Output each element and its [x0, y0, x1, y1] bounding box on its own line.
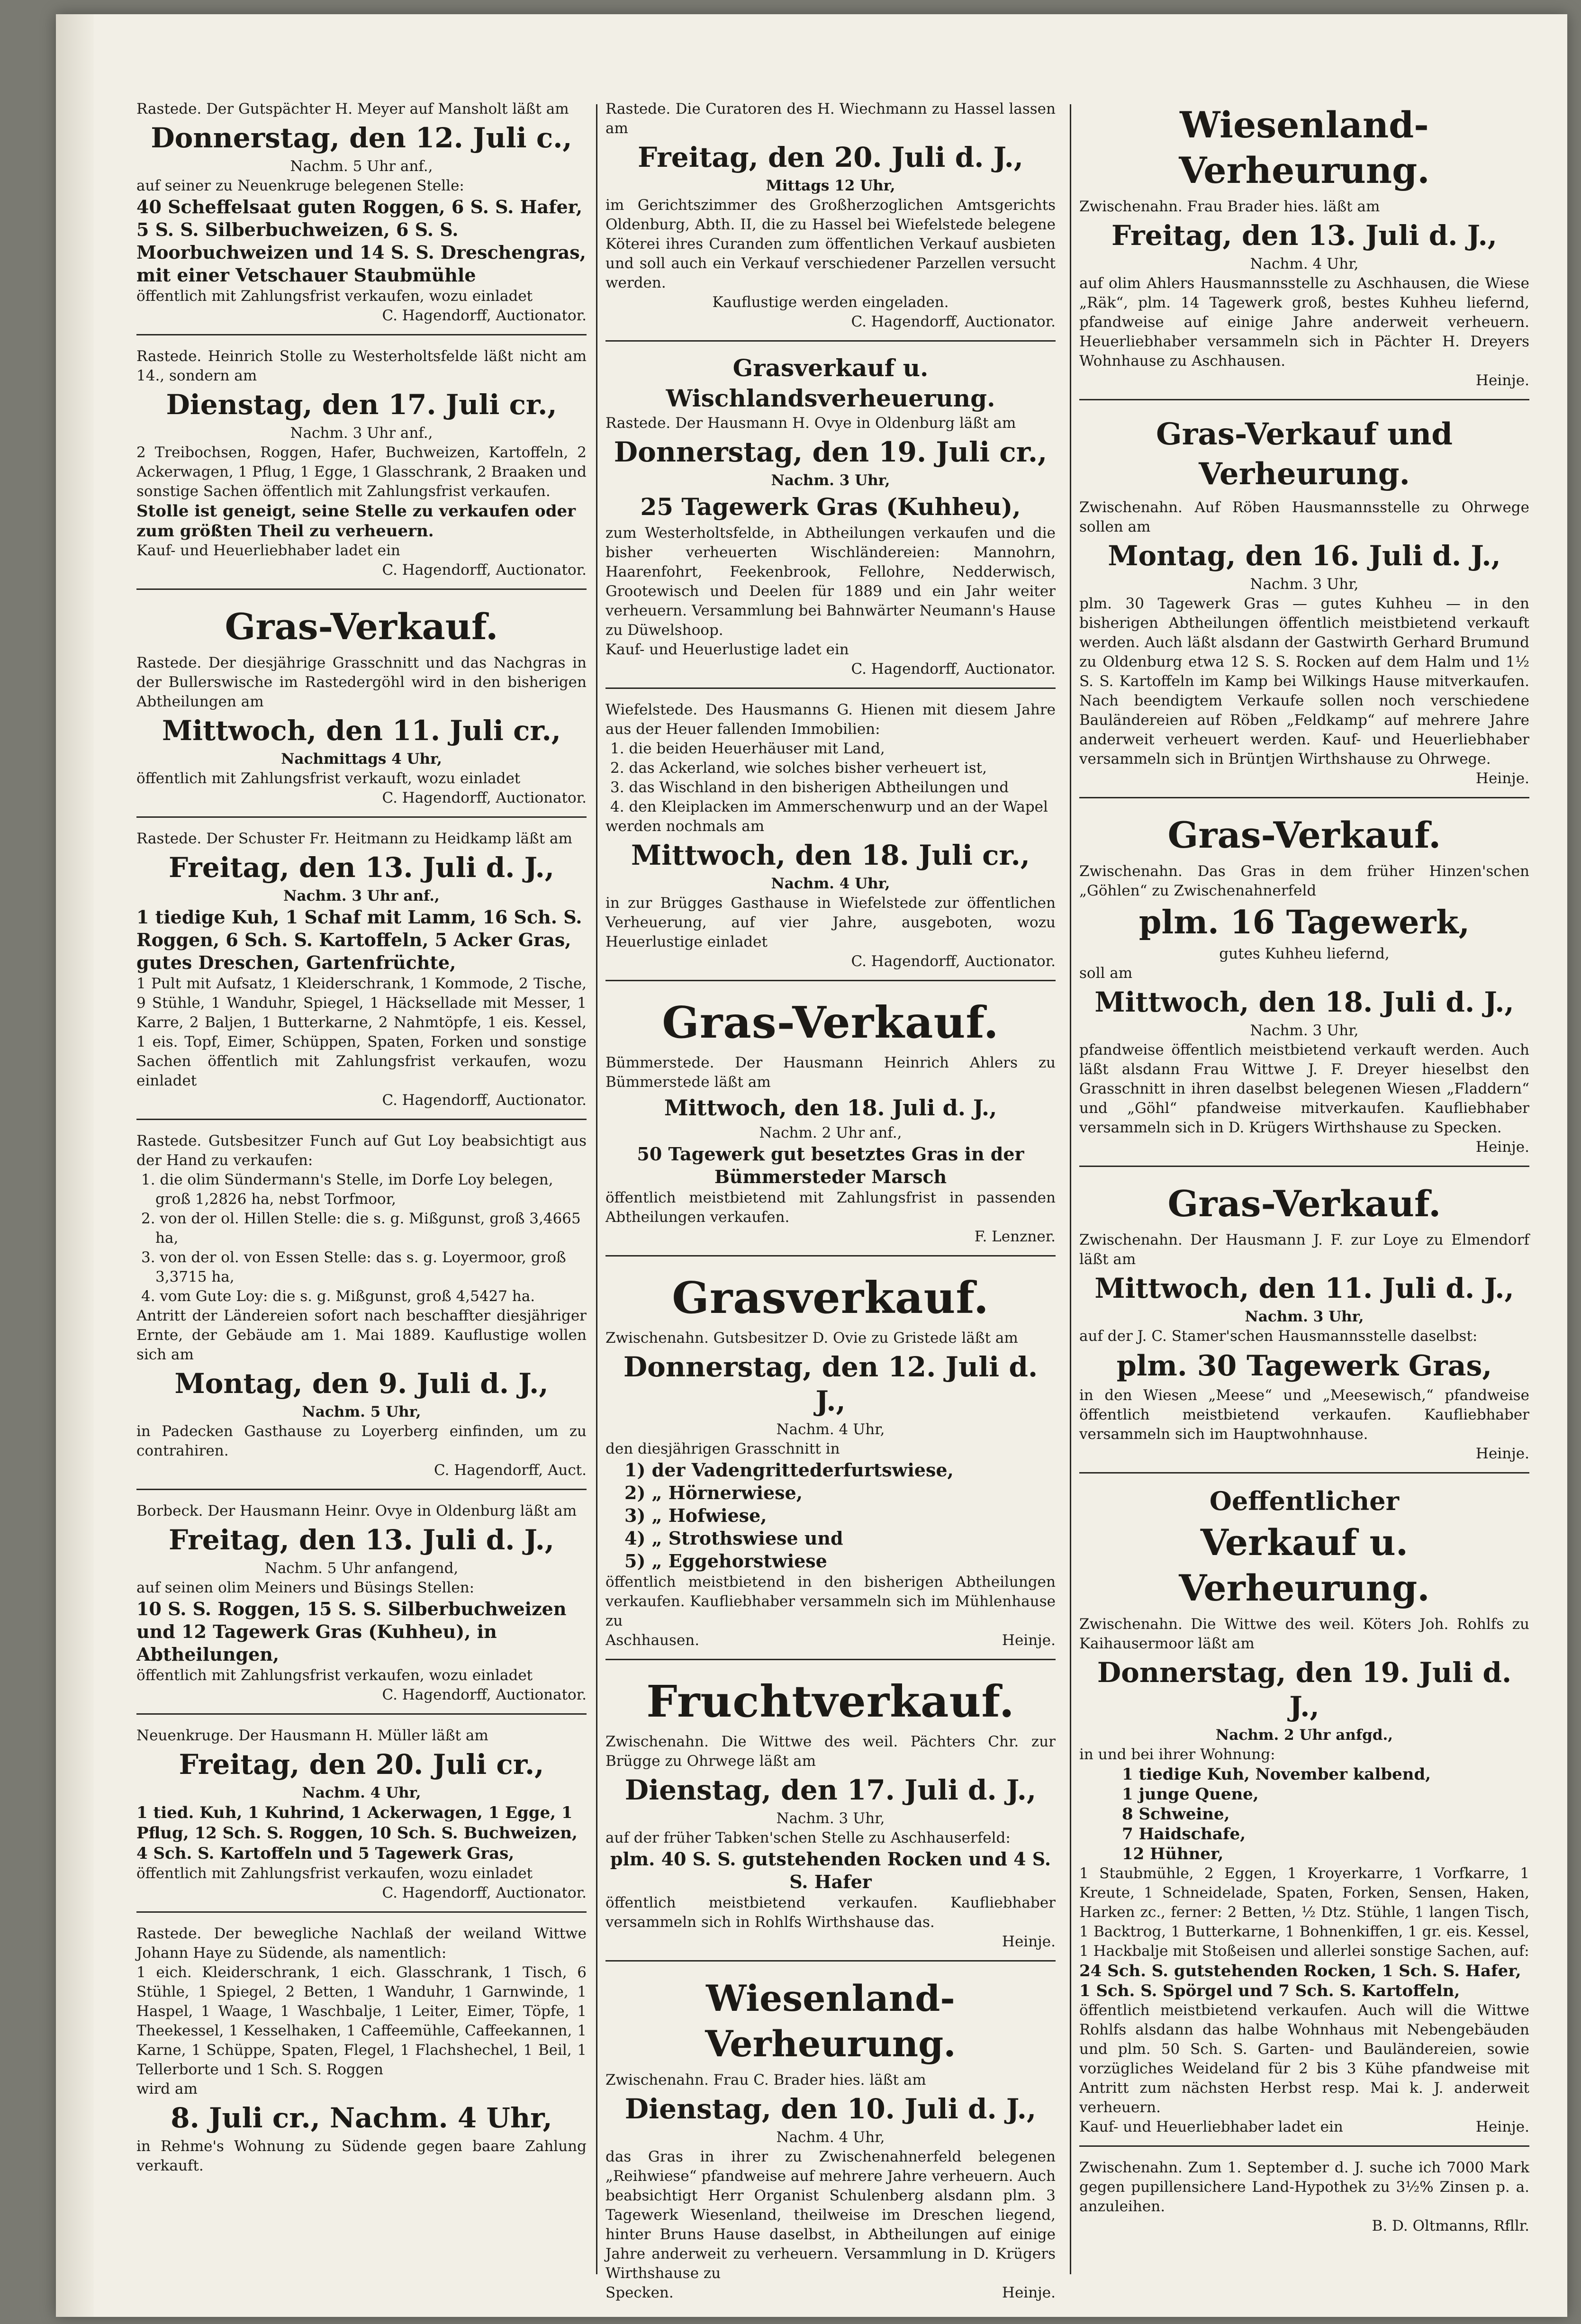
ad-heading: Wiesenland-Verheurung. [1179, 104, 1430, 191]
ad-date: Donnerstag, den 19. Juli cr., [614, 436, 1048, 468]
ad-time: Nachm. 3 Uhr anf., [283, 887, 440, 904]
ad-tail: öffentlich meistbietend verkaufen. Auch will die Wittwe Rohlfs alsdann das halbe Wohnhaus mit Nebengebäuden und plm. 50 Sch. S. Garten- und Bauländereien, sowie vorzügliches Weideland für 2 bis 3 Kühe pfandweise mit Antritt zum nächsten Herbst resp. Mai k. J. anderweit verheuern. [1079, 2002, 1529, 2116]
column-left [136, 95, 587, 2191]
ad-time: Nachmittags 4 Uhr, [281, 751, 442, 768]
ad-goods: 24 Sch. S. gutstehenden Rocken, 1 Sch. S. Hafer, 1 Sch. S. Spörgel und 7 Sch. S. Kartoffeln, [1079, 1962, 1521, 2000]
ad-signature: C. Hagendorff, Auctionator. [382, 1686, 587, 1703]
column-rule-1 [596, 104, 597, 2274]
ad-goods: 25 Tagewerk Gras (Kuhheu), [640, 493, 1021, 521]
ad-funch-gut-loy [136, 1127, 587, 1490]
ad-date: Montag, den 16. Juli d. J., [1108, 540, 1501, 572]
list-item: 2. von der ol. Hillen Stelle: die s. g. Mißgunst, groß 3,4665 ha, [141, 1210, 581, 1247]
ad-haye-suedende [136, 1919, 587, 2184]
list-item: 12 Hühner, [1122, 1845, 1224, 1863]
list-item: 4. vom Gute Loy: die s. g. Mißgunst, groß 4,5427 ha. [141, 1288, 535, 1305]
ad-heading-2: Verkauf u. Verheurung. [1179, 1521, 1430, 1609]
ad-date: Mittwoch, den 18. Juli d. J., [664, 1095, 997, 1121]
ad-date: Donnerstag, den 19. Juli d. J., [1097, 1656, 1512, 1723]
ad-time: Nachm. 3 Uhr, [1245, 1308, 1364, 1325]
ad-heading: Gras-Verkauf. [1167, 814, 1441, 856]
column-rule-2 [1070, 104, 1071, 2274]
ad-tail: in Rehme's Wohnung zu Südende gegen baare Zahlung verkauft. [136, 2138, 587, 2174]
ad-heading: Grasverkauf. [672, 1272, 989, 1323]
ad-signature: Heinje. [1475, 372, 1529, 389]
ad-lead: werden nochmals am [605, 818, 765, 835]
list-item: 2) „ Hörnerwiese, [624, 1482, 803, 1503]
ad-intro: Rastede. Der Gutspächter H. Meyer auf Mansholt läßt am [136, 100, 569, 118]
ad-heading: Fruchtverkauf. [646, 1676, 1015, 1727]
ad-invite: Kauf- und Heuerliebhaber ladet ein [1079, 2118, 1343, 2135]
ad-intro: Rastede. Der bewegliche Nachlaß der weiland Wittwe Johann Haye zu Südende, als namentlich: [136, 1925, 587, 1962]
ad-fruchtverkauf [605, 1667, 1056, 1962]
ad-date: Freitag, den 20. Juli cr., [179, 1748, 544, 1781]
ad-heitmann [136, 824, 587, 1120]
ad-wiechmann-hassel [605, 95, 1056, 342]
ad-goods: 10 S. S. Roggen, 15 S. S. Silberbuchweizen und 12 Tagewerk Gras (Kuhheu), in Abtheilungen, [136, 1598, 567, 1665]
ad-time: Nachm. 4 Uhr, [1250, 255, 1359, 272]
list-item: 1 junge Quene, [1122, 1785, 1259, 1804]
ad-goods: plm. 16 Tagewerk, [1138, 904, 1470, 941]
ad-date: Dienstag, den 17. Juli cr., [166, 389, 557, 421]
list-item: 3. von der ol. von Essen Stelle: das s. g. Loyermoor, groß 3,3715 ha, [141, 1249, 566, 1285]
ad-intro: Bümmerstede. Der Hausmann Heinrich Ahlers zu Bümmerstede läßt am [605, 1054, 1056, 1091]
ad-goods: 40 Scheffelsaat guten Roggen, 6 S. S. Hafer, 5 S. S. Silberbuchweizen, 6 S. S. Moorbuchweizen und 14 S. S. Dreschengras, mit einer Vetschauer Staubmühle [136, 196, 586, 286]
ad-gras-verkauf-goehlen [1079, 805, 1529, 1167]
ad-signature: C. Hagendorff, Auctionator. [382, 1092, 587, 1109]
ad-time: Nachm. 2 Uhr anfgd., [1215, 1727, 1393, 1744]
ad-date: Mittwoch, den 18. Juli cr., [631, 839, 1030, 871]
ad-tail: öffentlich mit Zahlungsfrist verkaufen, wozu einladet [136, 1667, 533, 1684]
ad-time: Nachm. 5 Uhr anf., [290, 158, 433, 175]
newspaper-page [56, 14, 1567, 2317]
ad-signature: Heinje. [1475, 1139, 1529, 1156]
ad-intro: Zwischenahn. Frau Brader hies. läßt am [1079, 198, 1380, 215]
ad-heading: Gras-Verkauf. [225, 606, 498, 648]
ad-signature: Heinje. [1475, 2118, 1529, 2135]
ad-intro: Zwischenahn. Gutsbesitzer D. Ovie zu Gristede läßt am [605, 1329, 1018, 1347]
ad-signature-row [1079, 2117, 1529, 2137]
ad-date: Dienstag, den 10. Juli d. J., [624, 2093, 1037, 2125]
ad-mueller-neuenkruge [136, 1721, 587, 1913]
ad-signature: Heinje. [1002, 1933, 1056, 1950]
ad-intro: Rastede. Der Schuster Fr. Heitmann zu Heidkamp läßt am [136, 830, 572, 847]
list-item: 8 Schweine, [1122, 1805, 1230, 1824]
ad-body: 2 Treibochsen, Roggen, Hafer, Buchweizen, Kartoffeln, 2 Ackerwagen, 1 Pflug, 1 Egge, 1 Glasschrank, 2 Braaken und sonstige Sachen öffentlich mit Zahlungsfrist verkaufen. [136, 444, 587, 500]
ad-signature: C. Hagendorff, Auctionator. [382, 307, 587, 324]
ad-intro: Zwischenahn. Der Hausmann J. F. zur Loye zu Elmendorf läßt am [1079, 1231, 1529, 1268]
ad-time: Nachm. 3 Uhr, [1250, 1022, 1359, 1039]
list-item: 1. die olim Sündermann's Stelle, im Dorfe Loy belegen, groß 1,2826 ha, nebst Torfmoor, [141, 1171, 553, 1208]
ad-ahlers-buemmerstede [605, 988, 1056, 1257]
ad-stolle [136, 342, 587, 590]
ad-hienen-wiefelstede [605, 696, 1056, 981]
ad-heading: Wiesenland-Verheurung. [705, 1977, 956, 2065]
ad-signature: C. Hagendorff, Auctionator. [851, 953, 1056, 970]
column-right [1079, 95, 1529, 2251]
ad-date: 8. Juli cr., Nachm. 4 Uhr, [171, 2102, 552, 2134]
ad-tail: öffentlich meistbietend mit Zahlungsfrist in passenden Abtheilungen verkaufen. [605, 1189, 1056, 1226]
ad-time: Nachm. 5 Uhr, [302, 1403, 421, 1420]
ad-tail: in Padecken Gasthause zu Loyerberg einfinden, um zu contrahiren. [136, 1423, 587, 1459]
ad-time: Nachm. 3 Uhr anf., [290, 425, 433, 442]
ad-oltmanns-hypothek [1079, 2153, 1529, 2244]
ad-ovye-borbeck [136, 1497, 587, 1715]
ad-time: Nachm. 4 Uhr, [771, 875, 890, 892]
ad-intro: Zwischenahn. Zum 1. September d. J. suche ich 7000 Mark gegen pupillensichere Land-Hypothek zu 3½% Zinsen p. a. anzuleihen. [1079, 2159, 1529, 2215]
ad-goods: plm. 30 Tagewerk Gras, [1116, 1349, 1492, 1383]
ad-date: Mittwoch, den 18. Juli d. J., [1094, 986, 1514, 1018]
column-middle [605, 95, 1056, 2318]
ad-signature: C. Hagendorff, Auctionator. [851, 313, 1056, 330]
list-item: 1 tiedige Kuh, November kalbend, [1122, 1765, 1431, 1784]
ad-body: Antritt der Ländereien sofort nach beschaffter diesjähriger Ernte, der Gebäude am 1. Mai 1889. Kauflustige wollen sich am [136, 1307, 587, 1363]
ad-time: Nachm. 4 Uhr, [776, 1421, 885, 1438]
ad-signature: C. Hagendorff, Auctionator. [382, 561, 587, 579]
ad-date: Mittwoch, den 11. Juli cr., [162, 714, 561, 747]
ad-wiesenland-raek [1079, 95, 1529, 400]
ad-tail: öffentlich mit Zahlungsfrist verkauft, wozu einladet [136, 770, 521, 787]
ad-intro: Rastede. Heinrich Stolle zu Westerholtsfelde läßt nicht am 14., sondern am [136, 348, 587, 384]
ad-time: Mittags 12 Uhr, [766, 177, 895, 194]
ad-lead: wird am [136, 2080, 198, 2098]
ad-lead: den diesjährigen Grasschnitt in [605, 1440, 840, 1457]
ad-signature: Heinje. [1475, 1445, 1529, 1462]
ad-intro: Zwischenahn. Auf Röben Hausmannsstelle zu Ohrwege sollen am [1079, 499, 1529, 535]
ad-tail: öffentlich mit Zahlungsfrist verkaufen, wozu einladet [136, 288, 533, 305]
list-item: 1) der Vadengrittederfurtswiese, [624, 1459, 954, 1481]
ad-gras-verkauf-verheurung [1079, 407, 1529, 798]
ad-heading: Gras-Verkauf und Verheurung. [1156, 416, 1453, 492]
ad-time: Nachm. 3 Uhr, [771, 472, 890, 489]
page-spine [56, 14, 94, 2317]
ad-heading: Gras-Verkauf. [662, 997, 999, 1048]
ad-intro: Wiefelstede. Des Hausmanns G. Hienen mit diesem Jahre aus der Heuer fallenden Immobilien: [605, 701, 1056, 738]
ad-intro: Borbeck. Der Hausmann Heinr. Ovye in Oldenburg läßt am [136, 1502, 577, 1519]
ad-ovie-gristede [605, 1263, 1056, 1660]
ad-grasverkauf-wischland [605, 348, 1056, 689]
list-item: 3. das Wischland in den bisherigen Abtheilungen und [610, 779, 1009, 796]
ad-signature: Heinje. [1475, 770, 1529, 787]
ad-time: Nachm. 2 Uhr anf., [759, 1124, 902, 1141]
list-item: 4) „ Strothswiese und [624, 1528, 843, 1549]
ad-intro: Zwischenahn. Das Gras in dem früher Hinzen'schen „Göhlen“ zu Zwischenahnerfeld [1079, 863, 1529, 899]
ad-tail: öffentlich meistbietend verkaufen. Kaufliebhaber versammeln sich in Rohlfs Wirthshause das. [605, 1894, 1056, 1931]
ad-intro: Neuenkruge. Der Hausmann H. Müller läßt am [136, 1727, 488, 1744]
ad-signature: Heinje. [1002, 2284, 1056, 2301]
ad-date: Freitag, den 13. Juli d. J., [1111, 219, 1497, 252]
ad-intro: Rastede. Gutsbesitzer Funch auf Gut Loy beabsichtigt aus der Hand zu verkaufen: [136, 1132, 587, 1169]
ad-signature: C. Hagendorff, Auct. [434, 1462, 587, 1479]
ad-date: Freitag, den 13. Juli d. J., [168, 1524, 554, 1556]
ad-signature-row [605, 2283, 1056, 2303]
ad-wiesenland-brader [605, 1968, 1056, 2311]
ad-signature: C. Hagendorff, Auctionator. [382, 789, 587, 806]
ad-body: öffentlich meistbietend in den bisherigen Abtheilungen verkaufen. Kaufliebhaber versammeln sich im Mühlenhause zu [605, 1573, 1056, 1629]
ad-sub: gutes Kuhheu liefernd, [1219, 945, 1390, 962]
ad-tail: öffentlich mit Zahlungsfrist verkaufen, wozu einladet [136, 1865, 533, 1882]
ad-time: Nachm. 4 Uhr, [776, 2129, 885, 2146]
ad-body: zum Westerholtsfelde, in Abtheilungen verkaufen und die bisher verheuerten Wischländereien: Mannohrn, Haarenfohrt, Feekenbrook, Fellohre, Nedderwisch, Grootewisch und Deelen für 1889 und ein Jahr weiter verheuern. Versammlung bei Bahnwärter Neumann's Hause zu Düwelshoop. [605, 524, 1056, 639]
list-item: 3) „ Hofwiese, [624, 1505, 767, 1526]
ad-intro: Rastede. Der diesjährige Grasschnitt und das Nachgras in der Bullerswische im Rastedergöhl wird in den bisherigen Abtheilungen am [136, 654, 587, 710]
ad-place: Aschhausen. [605, 1632, 700, 1649]
ad-date: Mittwoch, den 11. Juli d. J., [1094, 1272, 1514, 1304]
ad-heading: Grasverkauf u. Wischlandsverheuerung. [666, 354, 995, 412]
ad-signature: C. Hagendorff, Auctionator. [382, 1884, 587, 1901]
ad-time: Nachm. 3 Uhr, [1250, 576, 1359, 593]
ad-lead: in und bei ihrer Wohnung: [1079, 1746, 1275, 1763]
ad-body: plm. 30 Tagewerk Gras — gutes Kuhheu — in den bisherigen Abtheilungen öffentlich meistbietend verkauft werden. Auch läßt alsdann der Gastwirth Gerhard Brumund zu Oldenburg etwa 12 S. S. Rocken auf dem Halm und 1½ S. S. Kartoffeln im Kamp bei Wilkings Hause mitverkaufen. Nach beendigtem Verkaufe sollen noch verschiedene Bauländereien auf Röben „Feldkamp“ auf mehrere Jahre anderweit verheuert werden. Kauf- und Heuerliebhaber versammeln sich in Brüntjen Wirthshause zu Ohrwege. [1079, 595, 1529, 768]
ad-rohlfs-kaihausermoor [1079, 1480, 1529, 2147]
ad-zur-loye-elmendorf [1079, 1174, 1529, 1474]
ad-signature: B. D. Oltmanns, Rfllr. [1372, 2217, 1529, 2234]
list-item: 5) „ Eggehorstwiese [624, 1550, 827, 1572]
ad-signature-row [605, 1631, 1056, 1650]
list-item: 1. die beiden Heuerhäuser mit Land, [610, 740, 885, 757]
ad-goods: 50 Tagewerk gut besetztes Gras in der Bümmersteder Marsch [637, 1143, 1024, 1187]
ad-time: Nachm. 4 Uhr, [302, 1784, 421, 1801]
ad-meyer-mansholt [136, 95, 587, 335]
ad-date: Donnerstag, den 12. Juli c., [151, 122, 572, 154]
ad-body: pfandweise öffentlich meistbietend verkauft werden. Auch läßt alsdann Frau Wittwe J. F. Dreyer hieselbst den Grasschnitt in ihren daselbst belegenen Wiesen „Fladdern“ und „Göhl“ pfandweise mitverkaufen. Kaufliebhaber versammeln sich in D. Krügers Wirthshause zu Specken. [1079, 1041, 1529, 1136]
ad-date: Freitag, den 20. Juli d. J., [637, 141, 1023, 173]
ad-place: Specken. [605, 2284, 674, 2301]
ad-goods: 1 tied. Kuh, 1 Kuhrind, 1 Ackerwagen, 1 Egge, 1 Pflug, 12 Sch. S. Roggen, 10 Sch. S. Buchweizen, 4 Sch. S. Kartoffeln und 5 Tagewerk Gras, [136, 1803, 578, 1863]
ad-time: Nachm. 5 Uhr anfangend, [264, 1560, 459, 1577]
ad-date: Montag, den 9. Juli d. J., [174, 1367, 549, 1400]
list-item: 7 Haidschafe, [1122, 1825, 1246, 1844]
ad-date: Dienstag, den 17. Juli d. J., [624, 1774, 1037, 1806]
ad-body: auf seinen olim Meiners und Büsings Stellen: [136, 1579, 475, 1596]
ad-body: auf der J. C. Stamer'schen Hausmannsstelle daselbst: [1079, 1328, 1478, 1345]
list-item: 2. das Ackerland, wie solches bisher verheuert ist, [610, 760, 987, 777]
ad-date: Freitag, den 13. Juli d. J., [168, 851, 554, 884]
ad-signature: C. Hagendorff, Auctionator. [851, 660, 1056, 678]
ad-intro: Zwischenahn. Die Wittwe des weil. Köters Joh. Rohlfs zu Kaihausermoor läßt am [1079, 1616, 1529, 1652]
ad-goods: plm. 40 S. S. gutstehenden Rocken und 4 S. S. Hafer [610, 1848, 1051, 1892]
ad-invite: Kauflustige werden eingeladen. [712, 294, 949, 311]
ad-body: 1 Pult mit Aufsatz, 1 Kleiderschrank, 1 Kommode, 2 Tische, 9 Stühle, 1 Wanduhr, Spiegel, 1 Häcksellade mit Messer, 1 Karre, 2 Baljen, 1 Butterkarne, 2 Nahmtöpfe, 1 eis. Kessel, 1 eis. Topf, Eimer, Schüppen, Spaten, Forken und sonstige Sachen öffentlich mit Zahlungsfrist verkaufen, wozu einladet [136, 975, 587, 1089]
ad-intro: Zwischenahn. Frau C. Brader hies. läßt am [605, 2071, 926, 2089]
ad-extra: Stolle ist geneigt, seine Stelle zu verkaufen oder zum größten Theil zu verheuern. [136, 502, 576, 541]
ad-heading: Gras-Verkauf. [1167, 1183, 1441, 1225]
ad-body: auf olim Ahlers Hausmannsstelle zu Aschhausen, die Wiese „Räk“, plm. 14 Tagewerk groß, bestes Kuhheu liefernd, pfandweise auf einige Jahre anderweit verheuern. Heuerliebhaber versammeln sich in Pächter H. Dreyers Wohnhause zu Aschhausen. [1079, 275, 1529, 370]
ad-intro: Zwischenahn. Die Wittwe des weil. Pächters Chr. zur Brügge zu Ohrwege läßt am [605, 1733, 1056, 1770]
ad-gras-verkauf-rastede [136, 597, 587, 818]
ad-intro: Rastede. Die Curatoren des H. Wiechmann zu Hassel lassen am [605, 100, 1056, 137]
ad-body: das Gras in ihrer zu Zwischenahnerfeld belegenen „Reihwiese“ pfandweise auf mehrere Jahre verheuern. Auch beabsichtigt Herr Organist Schulenberg alsdann plm. 3 Tagewerk Wiesenland, theilweise im Dreschen liegend, hinter Bruns Hause daselbst, in Abtheilungen auf einige Jahre anderweit zu verheuern. Versammlung in D. Krügers Wirthshause zu [605, 2148, 1056, 2282]
ad-body: in zur Brügges Gasthause in Wiefelstede zur öffentlichen Verheuerung, auf vier Jahre, ausgeboten, wozu Heuerlustige einladet [605, 895, 1056, 950]
list-item: 4. den Kleiplacken im Ammerschenwurp und an der Wapel [610, 798, 1048, 815]
ad-goods: 1 tiedige Kuh, 1 Schaf mit Lamm, 16 Sch. S. Roggen, 6 Sch. S. Kartoffeln, 5 Acker Gras, gutes Dreschen, Gartenfrüchte, [136, 906, 582, 973]
ad-body: 1 Staubmühle, 2 Eggen, 1 Kroyerkarre, 1 Vorfkarre, 1 Kreute, 1 Schneidelade, Spaten, Forken, Sensen, Haken, Harken zc., ferner: 2 Betten, ½ Dtz. Stühle, 1 langen Tisch, 1 Backtrog, 1 Butterkarne, 1 Bohnenkiffen, 1 gr. eis. Kessel, 1 Hackbalje mit Stoßeisen und allerlei sonstige Sachen, auf: [1079, 1865, 1529, 1960]
ad-body: auf seiner zu Neuenkruge belegenen Stelle: [136, 177, 464, 194]
ad-body: 1 eich. Kleiderschrank, 1 eich. Glasschrank, 1 Tisch, 6 Stühle, 1 Spiegel, 2 Betten, 1 Wanduhr, 1 Garnwinde, 1 Haspel, 1 Waage, 1 Waschbalje, 1 Leiter, Eimer, Töpfe, 1 Theekessel, 1 Kesselhaken, 1 Caffeemühle, Caffeekannen, 1 Karne, 1 Schüppe, Spaten, Flegel, 1 Flachshechel, 1 Beil, 1 Tellerborte und 1 Sch. S. Roggen [136, 1964, 587, 2078]
ad-body: auf der früher Tabken'schen Stelle zu Aschhauserfeld: [605, 1829, 1011, 1846]
ad-intro: Rastede. Der Hausmann H. Ovye in Oldenburg läßt am [605, 415, 1016, 432]
ad-body: im Gerichtszimmer des Großherzoglichen Amtsgerichts Oldenburg, Abth. II, die zu Hassel bei Wiefelstede belegene Köterei ihres Curanden zum öffentlichen Verkauf ausbieten und soll auch ein Verkauf verschiedener Parzellen versucht werden. [605, 197, 1056, 291]
ad-invite: Kauf- und Heuerliebhaber ladet ein [136, 542, 400, 559]
ad-heading-1: Oeffentlicher [1209, 1486, 1400, 1516]
ad-time: Nachm. 3 Uhr, [776, 1810, 885, 1827]
ad-lead: soll am [1079, 965, 1133, 982]
ad-signature: F. Lenzner. [974, 1228, 1056, 1245]
ad-tail: in den Wiesen „Meese“ und „Meesewisch,“ pfandweise öffentlich meistbietend verkaufen. Kaufliebhaber versammeln sich im Hauptwohnhause. [1079, 1387, 1529, 1443]
ad-date: Donnerstag, den 12. Juli d. J., [623, 1351, 1038, 1417]
ad-signature: Heinje. [1002, 1632, 1056, 1649]
ad-invite: Kauf- und Heuerlustige ladet ein [605, 641, 849, 658]
